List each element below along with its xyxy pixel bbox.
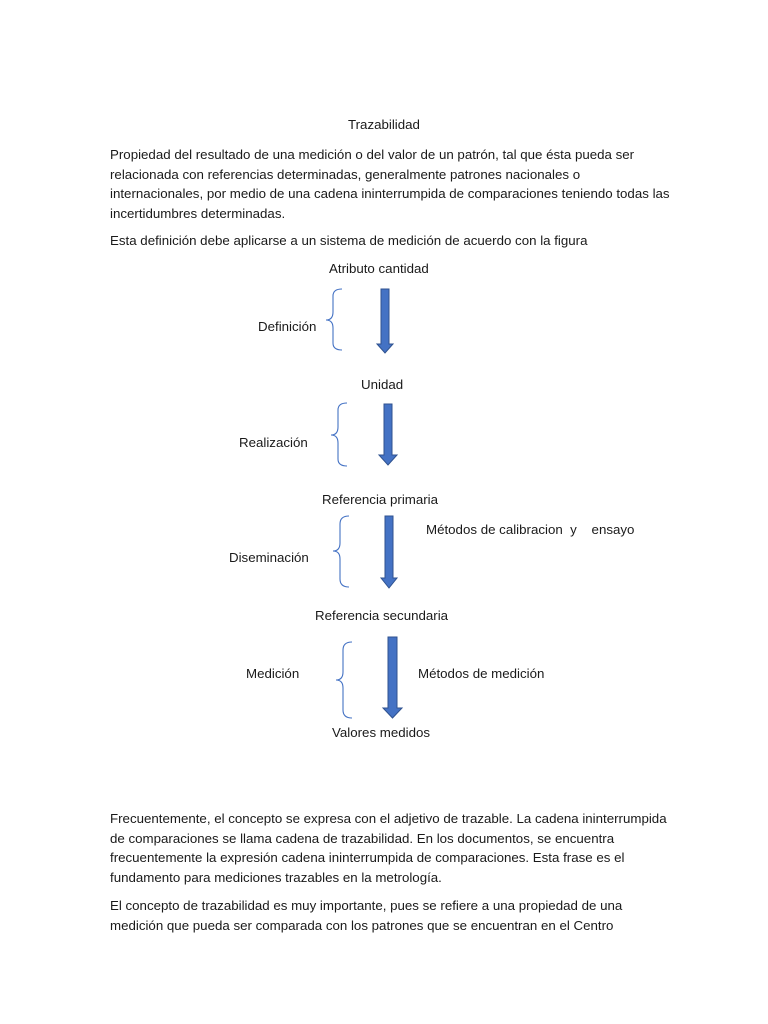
figure-intro: Esta definición debe aplicarse a un sistema de medición de acuerdo con la figura <box>110 233 588 248</box>
step-definicion: Definición <box>258 319 317 334</box>
note-metodos-calibracion: Métodos de calibracion y ensayo <box>426 522 635 537</box>
paragraph-3: El concepto de trazabilidad es muy importante, pues se refiere a una propiedad de una medición que pueda ser comparada con los patrones que se encuentran en el Centro <box>110 898 623 933</box>
level-referencia-primaria: Referencia primaria <box>322 492 439 507</box>
step-medicion: Medición <box>246 666 300 681</box>
level-valores-medidos: Valores medidos <box>332 725 431 740</box>
level-unidad: Unidad <box>361 377 404 392</box>
intro-paragraph: Propiedad del resultado de una medición o del valor de un patrón, tal que ésta pueda ser relacionada con referencias determinadas, generalmente patrones nacionales o internacionales, por medio de una cadena ininterrumpida de comparaciones teniendo todas las incertidumbres determinadas. <box>110 147 670 221</box>
paragraph-2: Frecuentemente, el concepto se expresa con el adjetivo de trazable. La cadena ininterrumpida de comparaciones se llama cadena de trazabilidad. En los documentos, se encuentra frecuentemente la expresión cadena ininterrumpida de comparaciones. Esta frase es el fundamento para mediciones trazables en la metrología. <box>110 811 667 885</box>
note-metodos-medicion: Métodos de medición <box>418 666 545 681</box>
brace-definicion <box>326 289 342 350</box>
document-title: Trazabilidad <box>348 117 420 132</box>
brace-realizacion <box>331 403 347 466</box>
arrow-down-icon <box>379 404 397 465</box>
arrow-down-icon <box>381 516 397 588</box>
brace-medicion <box>336 642 352 718</box>
brace-diseminacion <box>333 516 349 587</box>
step-diseminacion: Diseminación <box>229 550 309 565</box>
level-atributo-cantidad: Atributo cantidad <box>329 261 429 276</box>
arrow-down-icon <box>383 637 402 718</box>
level-referencia-secundaria: Referencia secundaria <box>315 608 449 623</box>
arrow-down-icon <box>377 289 393 353</box>
step-realizacion: Realización <box>239 435 308 450</box>
